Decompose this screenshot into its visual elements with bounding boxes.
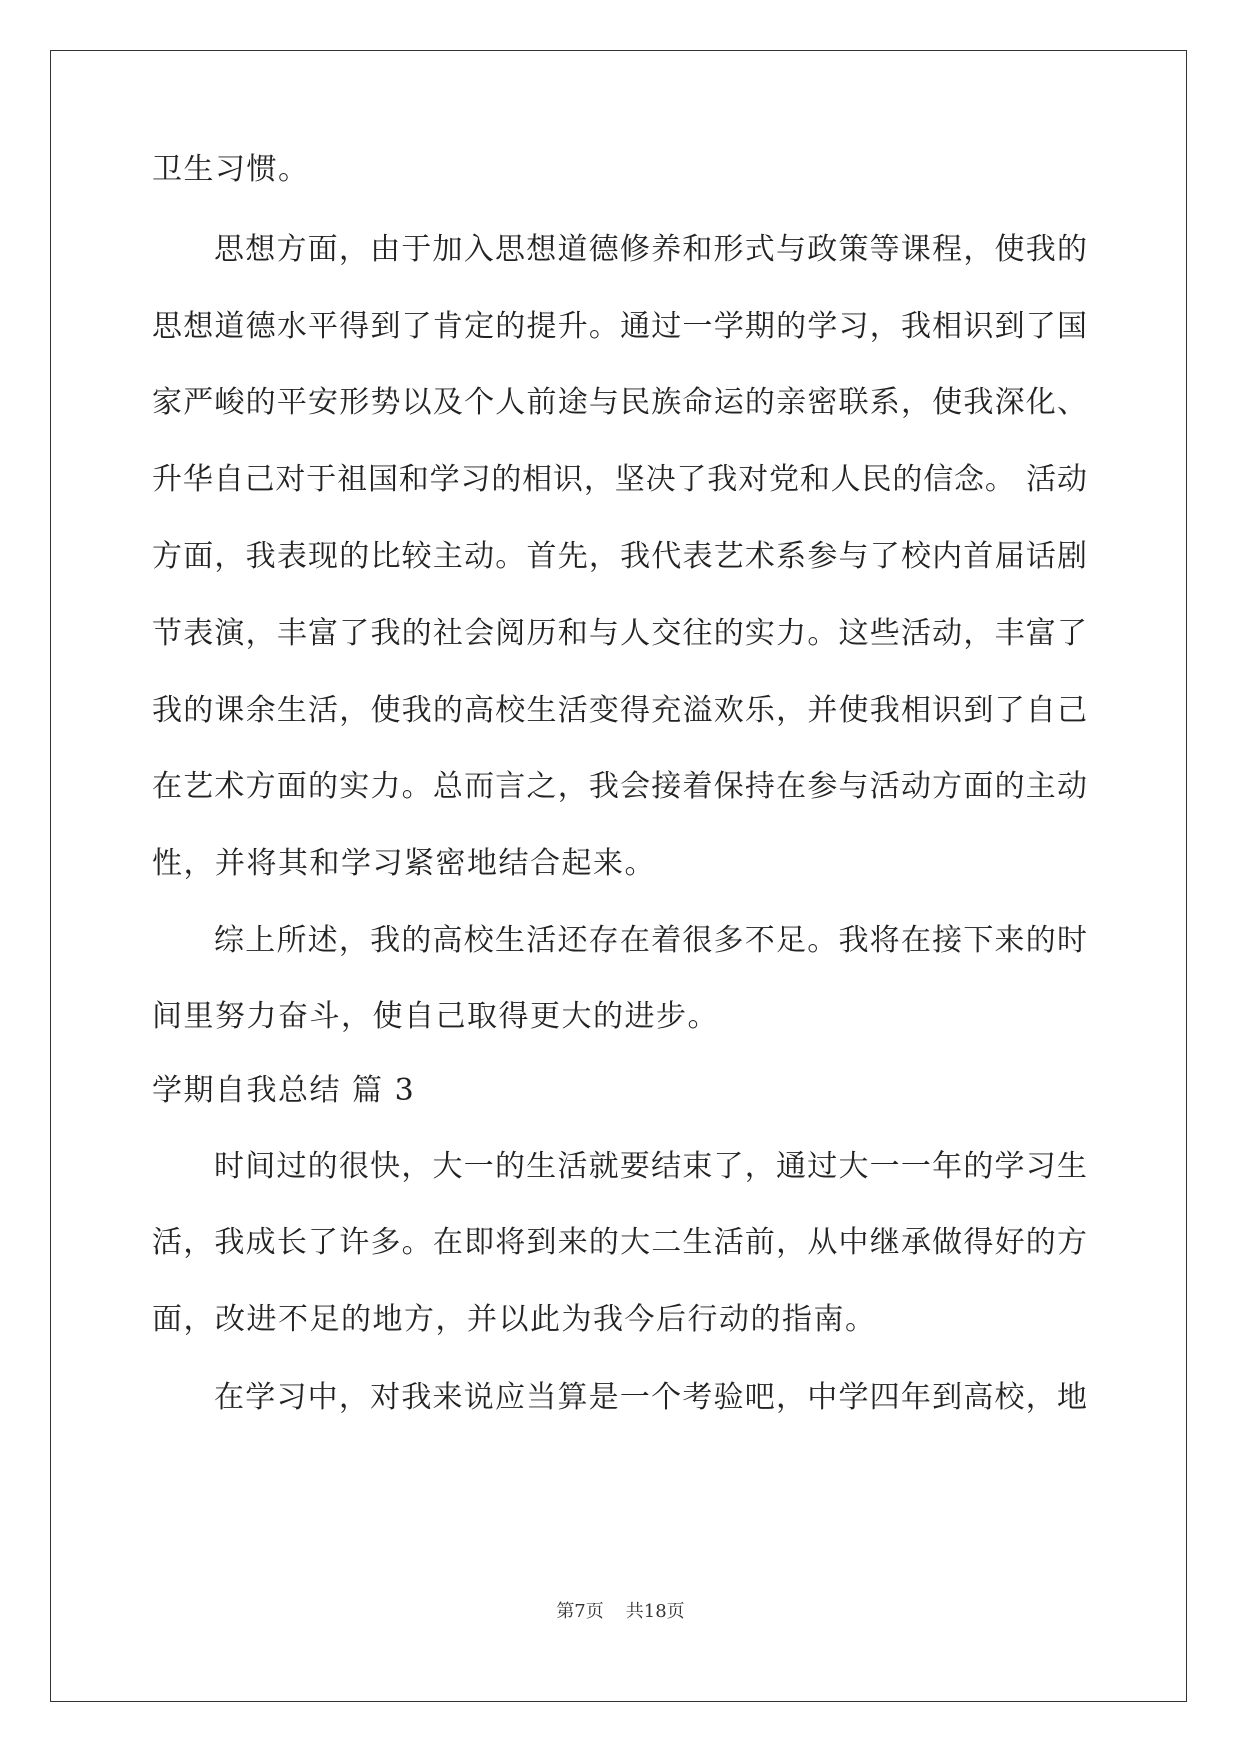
section-heading: 学期自我总结 篇 3	[152, 1073, 416, 1108]
paragraph-line: 性，并将其和学习紧密地结合起来。	[152, 846, 656, 881]
paragraph-line: 活，我成长了许多。在即将到来的大二生活前，从中继承做得好的方	[152, 1225, 1087, 1260]
page-footer	[0, 1600, 1241, 1624]
paragraph-line: 思想道德水平得到了肯定的提升。通过一学期的学习，我相识到了国	[152, 309, 1087, 344]
paragraph-line: 节表演，丰富了我的社会阅历和与人交往的实力。这些活动，丰富了	[152, 616, 1087, 651]
paragraph-line: 综上所述，我的高校生活还存在着很多不足。我将在接下来的时	[214, 923, 1087, 958]
paragraph-line: 面，改进不足的地方，并以此为我今后行动的指南。	[152, 1302, 877, 1337]
page-total: 共18页	[625, 1601, 685, 1622]
paragraph-line: 我的课余生活，使我的高校生活变得充溢欢乐，并使我相识到了自己	[152, 693, 1087, 728]
paragraph-line: 在艺术方面的实力。总而言之，我会接着保持在参与活动方面的主动	[152, 769, 1087, 804]
paragraph-line: 在学习中，对我来说应当算是一个考验吧，中学四年到高校，地	[214, 1380, 1087, 1415]
paragraph-line: 方面，我表现的比较主动。首先，我代表艺术系参与了校内首届话剧	[152, 539, 1087, 574]
paragraph-line: 卫生习惯。	[152, 152, 310, 187]
page-number: 第7页	[556, 1601, 604, 1622]
paragraph-line: 升华自己对于祖国和学习的相识，坚决了我对党和人民的信念。 活动	[152, 462, 1087, 497]
paragraph-line: 间里努力奋斗，使自己取得更大的进步。	[152, 999, 719, 1034]
paragraph-line: 时间过的很快，大一的生活就要结束了，通过大一一年的学习生	[214, 1149, 1087, 1184]
paragraph-line: 家严峻的平安形势以及个人前途与民族命运的亲密联系，使我深化、	[152, 385, 1087, 420]
paragraph-line: 思想方面，由于加入思想道德修养和形式与政策等课程，使我的	[214, 232, 1087, 267]
